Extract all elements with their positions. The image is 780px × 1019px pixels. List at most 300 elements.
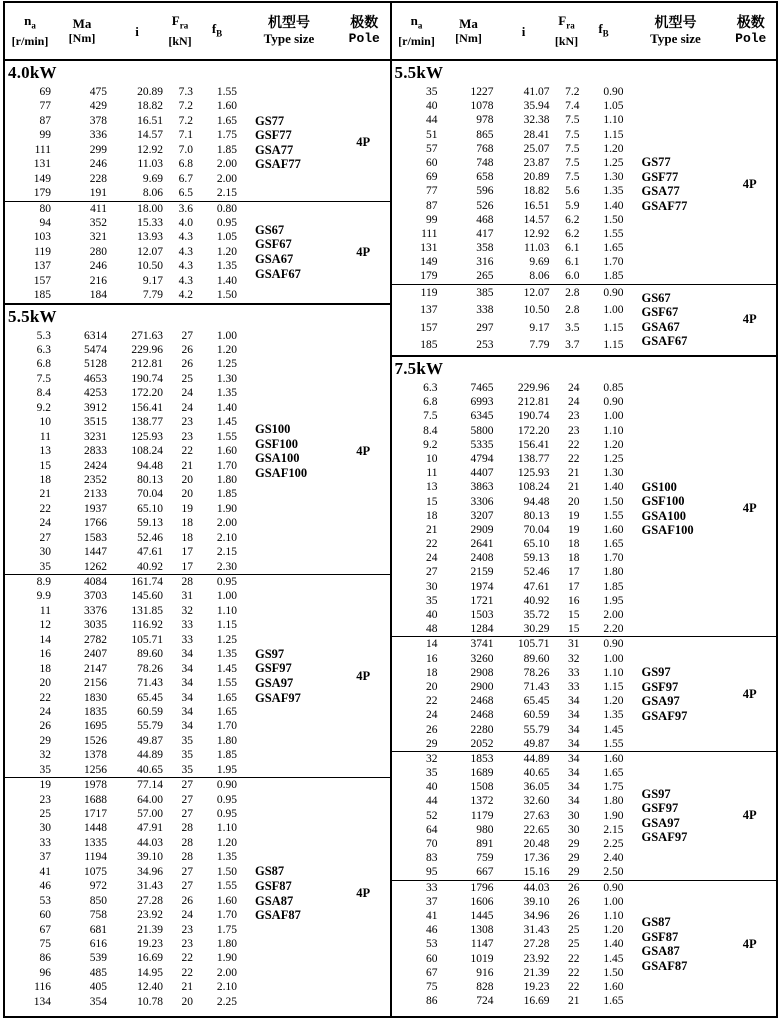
- na-value: 33: [39, 836, 51, 849]
- i-value: 77.14: [137, 779, 163, 792]
- fra-value: 4.2: [178, 289, 193, 302]
- i-value: 55.79: [523, 723, 550, 736]
- type-size-label: GSF77: [255, 128, 292, 143]
- fb-value: 1.10: [216, 822, 237, 835]
- fra-value: 7.4: [565, 100, 580, 113]
- i-value: 49.87: [137, 734, 163, 747]
- power-title: 5.5kW: [8, 306, 57, 326]
- column-header-pole: [339, 16, 390, 46]
- ma-value: 724: [476, 995, 494, 1008]
- fra-value: 29: [568, 838, 580, 850]
- i-value: 70.04: [137, 488, 163, 501]
- fb-value: 1.20: [603, 438, 624, 451]
- table-row: [5, 430, 239, 444]
- ma-value: 667: [476, 866, 494, 879]
- na-symbol: [392, 13, 442, 34]
- table-row: [5, 114, 239, 128]
- type-size-label: GSF100: [641, 494, 685, 509]
- fb-value: 1.00: [603, 410, 624, 423]
- fra-value: 22: [181, 445, 193, 458]
- fra-value: 6.2: [565, 213, 580, 226]
- type-size-label: GSF87: [641, 929, 679, 944]
- table-row: [392, 823, 626, 837]
- i-value: 25.07: [523, 142, 550, 155]
- i-value: 35.72: [523, 609, 550, 621]
- table-row: [5, 966, 239, 980]
- i-value: 39.10: [523, 895, 550, 908]
- fb-value: 1.50: [603, 213, 624, 226]
- type-size-label: GSAF97: [641, 830, 688, 845]
- fb-value: 1.65: [216, 691, 237, 704]
- ma-value: 6345: [470, 410, 494, 423]
- fb-value: 1.75: [216, 923, 237, 936]
- table-row: [392, 708, 626, 722]
- fra-value: 24: [568, 382, 580, 394]
- fb-value: 2.15: [603, 823, 624, 836]
- na-value: 69: [426, 171, 438, 184]
- na-value: 35: [39, 763, 51, 776]
- na-value: 46: [39, 880, 51, 893]
- fra-value: 32: [181, 604, 193, 617]
- na-value: 13: [39, 445, 51, 458]
- pole-group: [723, 285, 776, 355]
- table-row: [5, 691, 239, 705]
- table-row: [392, 269, 626, 283]
- na-value: 99: [426, 213, 438, 226]
- i-value: 172.20: [517, 424, 550, 437]
- type-size-label: GSA77: [641, 184, 680, 199]
- na-value: 35: [426, 767, 438, 780]
- i-value: 22.65: [523, 823, 550, 836]
- i-value: 89.60: [137, 648, 163, 661]
- fb-value: 1.15: [216, 619, 237, 632]
- na-value: 33: [426, 881, 438, 894]
- na-value: 26: [39, 720, 51, 733]
- pole-en: Pole: [348, 31, 380, 46]
- fb-value: 1.60: [216, 100, 237, 113]
- fb-value: 1.05: [603, 100, 624, 113]
- ma-value: 2900: [470, 680, 494, 693]
- fra-value: 20: [568, 495, 580, 508]
- table-row: [392, 438, 626, 452]
- table-row: [392, 580, 626, 594]
- type-size-label: GSAF87: [255, 908, 301, 923]
- ma-value: 2159: [470, 566, 494, 579]
- fra-unit: [kN]: [168, 33, 192, 48]
- fra-value: 19: [568, 509, 580, 522]
- fra-value: 26: [181, 894, 193, 907]
- i-value: 125.93: [517, 467, 550, 480]
- na-value: 40: [426, 609, 438, 621]
- fra-value: 21: [181, 981, 193, 994]
- i-value: 40.65: [137, 763, 163, 776]
- ma-unit: [Nm]: [455, 31, 482, 45]
- fra-value: 23: [181, 937, 193, 950]
- spec-block: [392, 381, 777, 636]
- na-value: 111: [421, 227, 438, 240]
- na-value: 32: [39, 749, 51, 762]
- fra-value: 18: [181, 517, 193, 530]
- fra-sub: ra: [179, 20, 189, 31]
- i-value: 105.71: [131, 633, 163, 646]
- ma-value: 1766: [84, 517, 107, 530]
- na-value: 14: [39, 633, 51, 646]
- pole-group: [723, 881, 776, 1009]
- fra-value: 2.8: [565, 286, 580, 299]
- ma-value: 2833: [84, 445, 107, 458]
- ma-value: 1256: [84, 763, 107, 776]
- ma-value: 378: [89, 114, 107, 127]
- table-row: [392, 480, 626, 494]
- ma-value: 1179: [470, 809, 494, 822]
- table-row: [5, 923, 239, 937]
- fb-value: 2.25: [216, 995, 237, 1008]
- spec-rows: [392, 381, 626, 636]
- ma-value: 184: [89, 289, 107, 302]
- spec-block: [392, 637, 777, 751]
- type-size-label: GSAF100: [641, 523, 694, 538]
- table-row: [392, 652, 626, 666]
- i-value: 20.89: [137, 86, 163, 98]
- na-value: 27: [426, 566, 438, 579]
- na-value: 51: [426, 128, 438, 141]
- table-row: [5, 995, 239, 1009]
- na-value: 10: [39, 416, 51, 429]
- table-row: [392, 302, 626, 320]
- i-value: 15.33: [137, 216, 163, 229]
- table-row: [5, 807, 239, 821]
- table-row: [392, 909, 626, 923]
- ma-value: 475: [89, 86, 107, 98]
- type-size-group: [626, 85, 724, 284]
- i-value: 27.28: [523, 938, 550, 951]
- ma-value: 972: [89, 880, 107, 893]
- table-row: [392, 495, 626, 509]
- ma-value: 596: [476, 185, 494, 198]
- na-value: 134: [33, 995, 51, 1008]
- pole-en: Pole: [735, 31, 767, 46]
- fb-value: 1.00: [216, 329, 237, 342]
- fb-value: 1.35: [216, 648, 237, 661]
- na-value: 57: [426, 142, 438, 155]
- i-value: 16.51: [523, 199, 550, 212]
- type-size-group: [239, 329, 337, 574]
- table-row: [5, 560, 239, 574]
- na-value: 30: [39, 546, 51, 559]
- na-value: 6.3: [423, 382, 438, 394]
- ma-value: 3260: [470, 652, 494, 665]
- table-row: [5, 415, 239, 429]
- table-row: [5, 502, 239, 516]
- fra-value: 25: [568, 924, 580, 937]
- ma-value: 3035: [84, 619, 107, 632]
- table-row: [5, 128, 239, 142]
- i-value: 12.07: [137, 245, 163, 258]
- ma-value: 2908: [470, 666, 494, 679]
- table-row: [5, 836, 239, 850]
- fra-value: 4.3: [178, 260, 193, 273]
- i-value: 7.79: [142, 289, 163, 302]
- ma-value: 616: [89, 937, 107, 950]
- fra-value: 35: [181, 734, 193, 747]
- type-size-label: GS100: [641, 479, 677, 494]
- fb-value: 1.00: [603, 304, 624, 317]
- ma-value: 891: [476, 838, 494, 850]
- i-value: 65.45: [523, 695, 550, 708]
- pole-label: 4P: [742, 808, 757, 823]
- table-row: [5, 763, 239, 777]
- fra-value: 20: [181, 995, 193, 1008]
- fra-value: 34: [181, 662, 193, 675]
- type-size-label: GS87: [255, 864, 285, 879]
- type-size-label: GS100: [255, 422, 291, 437]
- i-value: 27.63: [523, 809, 550, 822]
- fra-value: 7.5: [565, 128, 580, 141]
- fra-value: 33: [181, 633, 193, 646]
- table-row: [5, 274, 239, 288]
- i-value: 28.41: [523, 128, 550, 141]
- i-value: 172.20: [131, 387, 163, 400]
- fb-value: 1.30: [603, 467, 624, 480]
- table-row: [392, 128, 626, 142]
- type-size-label: GSAF77: [641, 198, 688, 213]
- na-value: 19: [39, 779, 51, 792]
- table-row: [5, 734, 239, 748]
- table-row: [392, 723, 626, 737]
- ma-value: 1853: [470, 752, 494, 765]
- spec-rows: [5, 778, 239, 1009]
- i-value: 57.00: [137, 808, 163, 820]
- na-value: 149: [420, 256, 438, 269]
- i-value: 11.03: [137, 158, 163, 171]
- table-row: [392, 466, 626, 480]
- table-row: [5, 357, 239, 371]
- i-value: 9.69: [529, 256, 550, 269]
- type-size-group: [239, 575, 337, 777]
- ma-value: 1448: [84, 822, 107, 835]
- fra-value: 3.7: [565, 339, 580, 352]
- na-value: 52: [426, 809, 438, 822]
- ma-value: 5335: [470, 438, 494, 451]
- table-row: [392, 241, 626, 255]
- ma-value: 3703: [84, 590, 107, 603]
- ma-value: 658: [476, 171, 494, 184]
- table-row: [5, 202, 239, 216]
- ma-value: 4253: [84, 387, 107, 400]
- ma-value: 299: [89, 143, 107, 156]
- column-header-ma: [442, 16, 496, 46]
- fb-value: 1.80: [216, 473, 237, 486]
- fra-value: 22: [568, 966, 580, 979]
- fb-value: 2.00: [216, 966, 237, 979]
- type-size-label: GSAF67: [255, 266, 301, 281]
- spec-block: [5, 329, 390, 574]
- fra-value: 26: [568, 909, 580, 922]
- fra-value: 28: [181, 851, 193, 864]
- ma-value: 3863: [470, 481, 494, 494]
- fra-value: 4.3: [178, 274, 193, 287]
- table-row: [5, 633, 239, 647]
- fb-value: 1.00: [603, 895, 624, 908]
- na-value: 6.8: [423, 396, 438, 409]
- table-row: [392, 170, 626, 184]
- ma-value: 2424: [84, 459, 107, 472]
- table-row: [5, 951, 239, 965]
- fb-value: 1.35: [216, 851, 237, 864]
- spec-rows: [5, 329, 239, 574]
- table-row: [5, 143, 239, 157]
- fra-value: 34: [181, 720, 193, 733]
- i-value: 71.43: [523, 680, 550, 693]
- na-value: 24: [426, 709, 438, 722]
- ma-value: 3515: [84, 416, 107, 429]
- na-value: 9.2: [36, 401, 51, 414]
- fb-value: 1.70: [216, 459, 237, 472]
- ma-value: 3741: [470, 638, 494, 651]
- type-size-cn: 机型号: [268, 15, 310, 31]
- na-value: 87: [39, 114, 51, 127]
- fra-symbol: [552, 13, 582, 34]
- ma-value: 758: [89, 909, 107, 922]
- ma-value: 2468: [470, 709, 494, 722]
- table-row: [5, 705, 239, 719]
- type-size-label: GSA100: [641, 508, 686, 523]
- ma-value: 1194: [84, 851, 107, 864]
- table-row: [5, 662, 239, 676]
- ma-value: 2782: [84, 633, 107, 646]
- i-value: 11.03: [524, 242, 550, 255]
- na-main: n: [24, 13, 32, 29]
- column-header-i: [496, 24, 552, 39]
- fra-value: 17: [568, 580, 580, 593]
- table-row: [392, 184, 626, 198]
- ma-value: 539: [89, 952, 107, 965]
- fb-value: 1.80: [216, 734, 237, 747]
- na-value: 24: [426, 552, 438, 565]
- spec-block: [392, 85, 777, 284]
- ma-value: 429: [89, 100, 107, 113]
- fra-value: 27: [181, 329, 193, 342]
- type-size-label: GS97: [641, 664, 671, 679]
- type-size-label: GSF67: [641, 305, 679, 320]
- table-row: [5, 604, 239, 618]
- pole-group: [337, 85, 390, 201]
- fra-value: 21: [568, 481, 580, 494]
- na-symbol: [5, 13, 55, 34]
- table-row: [5, 980, 239, 994]
- fb-value: 1.65: [603, 767, 624, 780]
- i-value: 44.89: [523, 752, 550, 765]
- na-value: 137: [420, 304, 438, 317]
- fra-value: 7.5: [565, 142, 580, 155]
- type-size-group: [626, 637, 724, 751]
- column-header-i: [109, 24, 165, 39]
- fb-value: 0.85: [603, 382, 624, 394]
- table-row: [5, 343, 239, 357]
- ma-value: 2408: [470, 552, 494, 565]
- ma-value: 1583: [84, 531, 107, 544]
- ma-value: 1284: [470, 623, 494, 636]
- table-row: [5, 386, 239, 400]
- fra-value: 35: [181, 749, 193, 762]
- table-row: [392, 285, 626, 303]
- na-value: 41: [426, 909, 438, 922]
- fra-value: 28: [181, 822, 193, 835]
- na-value: 37: [39, 851, 51, 864]
- fra-value: 4.0: [178, 216, 193, 229]
- na-value: 20: [39, 677, 51, 690]
- i-value: 229.96: [131, 344, 163, 356]
- na-value: 64: [426, 823, 438, 836]
- i-value: 138.77: [517, 452, 550, 465]
- pole-label: 4P: [356, 668, 371, 683]
- table-row: [392, 966, 626, 980]
- fb-value: 1.85: [603, 580, 624, 593]
- fb-value: 1.20: [603, 142, 624, 155]
- fb-main: f: [211, 20, 217, 36]
- i-value: 156.41: [517, 438, 550, 451]
- ma-value: 3376: [84, 604, 107, 617]
- fb-value: 1.15: [603, 128, 624, 141]
- fb-value: 2.00: [603, 609, 624, 621]
- table-row: [5, 676, 239, 690]
- fb-value: 1.25: [603, 452, 624, 465]
- fb-value: 2.10: [216, 531, 237, 544]
- na-value: 67: [39, 923, 51, 936]
- fra-value: 18: [181, 531, 193, 544]
- fb-value: 1.70: [216, 909, 237, 922]
- ma-value: 354: [89, 995, 107, 1008]
- table-row: [392, 255, 626, 269]
- i-value: 156.41: [131, 401, 163, 414]
- na-value: 179: [33, 187, 51, 200]
- table-row: [392, 737, 626, 751]
- fra-value: 3.6: [178, 202, 193, 215]
- i-value: 36.05: [523, 781, 550, 794]
- type-size-label: GSA67: [255, 252, 294, 267]
- table-row: [392, 213, 626, 227]
- power-title: 5.5kW: [394, 63, 444, 82]
- ma-value: 2407: [84, 648, 107, 661]
- type-size-label: GSA100: [255, 451, 300, 466]
- type-size-label: GSA97: [641, 694, 680, 709]
- column-header-na: [5, 13, 55, 49]
- na-value: 99: [39, 129, 51, 142]
- ma-value: 2641: [470, 538, 494, 551]
- fb-value: 1.60: [603, 523, 624, 536]
- na-value: 27: [39, 531, 51, 544]
- fb-value: 0.95: [216, 808, 237, 820]
- ma-value: 4084: [84, 576, 107, 588]
- spec-block: [5, 575, 390, 777]
- fra-value: 16: [568, 594, 580, 607]
- fra-value: 15: [568, 609, 580, 621]
- table-row: [392, 452, 626, 466]
- fra-value: 30: [568, 823, 580, 836]
- fb-symbol: [195, 21, 239, 42]
- spec-rows: [392, 637, 626, 751]
- fb-value: 1.10: [603, 909, 624, 922]
- fb-value: 1.35: [603, 185, 624, 198]
- ma-value: 2468: [470, 695, 494, 708]
- i-value: 60.59: [523, 709, 550, 722]
- fb-value: 1.85: [603, 270, 624, 283]
- fra-value: 31: [181, 590, 193, 603]
- fra-value: 4.3: [178, 231, 193, 244]
- fb-value: 1.15: [603, 339, 624, 352]
- na-value: 69: [39, 86, 51, 98]
- ma-value: 2133: [84, 488, 107, 501]
